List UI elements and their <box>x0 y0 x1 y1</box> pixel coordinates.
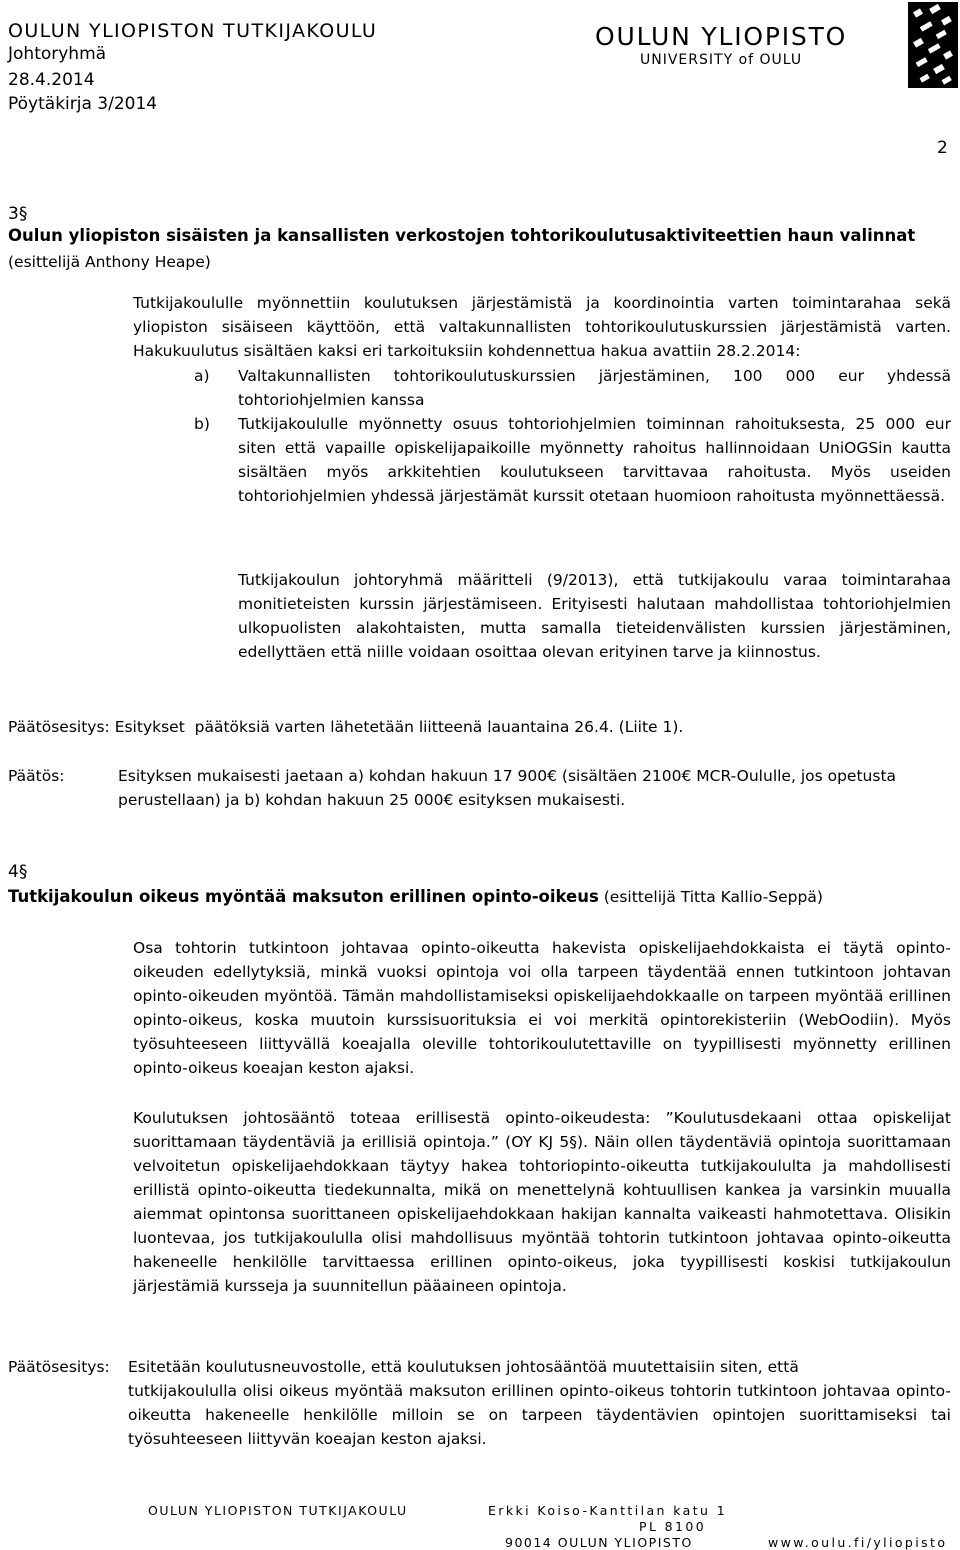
list-item-text: Valtakunnallisten tohtorikoulutuskurssien järjestäminen, 100 000 eur yhdessä tohtoriohjelmien kanssa <box>238 367 951 409</box>
list-item <box>194 364 951 412</box>
footer-web: www.oulu.fi/yliopisto <box>768 1535 948 1550</box>
section-4-proposal-text: tutkijakoululla olisi oikeus myöntää maksuton erillinen opinto-oikeus tohtorin tutkintoon johtavaa opinto-oikeutta hakeneelle henkilölle milloin se on tarpeen täydentävien opintojen suorittamiseksi tai työsuhteeseen liittyvän koeajan keston ajaksi. <box>128 1382 951 1448</box>
section-3-decision <box>118 764 908 812</box>
section-3-title: Oulun yliopiston sisäisten ja kansallisten verkostojen tohtorikoulutusaktiviteettien haun valinnat <box>8 226 916 245</box>
section-3-number: 3§ <box>8 204 28 224</box>
list-item-text: Tutkijakoululle myönnetty osuus tohtoriohjelmien toiminnan rahoituksesta, 25 000 eur siten että vapaille opiskelijapaikoille myönnetty rahoitus hallinnoidaan UniOGSin kautta sisältäen myös arkkitehtien koulutukseen tarvittavaa rahoitusta. Myös useiden tohtoriohjelmien yhdessä järjestämät kurssit otetaan huomioon rahoitusta myönnettäessä. <box>238 415 951 505</box>
footer-postal: 90014 OULUN YLIOPISTO <box>505 1535 693 1550</box>
meeting-date: 28.4.2014 <box>8 70 95 90</box>
section-3-intro-text: Tutkijakoululle myönnettiin koulutuksen järjestämistä ja koordinointia varten toimintarahaa sekä yliopiston sisäiseen käyttöön, että valtakunnallisten tohtorikoulutuskurssien järjestämistä varten. Hakukuulutus sisältäen kaksi eri tarkoituksiin kohdennettua hakua avattiin 28.2.2014: <box>133 294 951 360</box>
section-3-presenter: (esittelijä Anthony Heape) <box>8 253 211 271</box>
section-3-note-text: Tutkijakoulun johtoryhmä määritteli (9/2013), että tutkijakoulu varaa toimintarahaa monitieteisten kurssin järjestämiseen. Erityisesti halutaan mahdollistaa tohtoriohjelmien ulkopuolisten alakohtaisten, mutta samalla tieteidenvälisten kurssien järjestäminen, edellyttäen että niille voidaan osoittaa olevan erityinen tarve ja kiinnostus. <box>238 571 951 661</box>
group-name: Johtoryhmä <box>8 44 107 64</box>
section-4-heading <box>8 885 823 909</box>
section-3-proposal <box>8 715 683 739</box>
section-3-intro <box>133 291 951 363</box>
footer-street: Erkki Koiso-Kanttilan katu 1 <box>488 1503 728 1518</box>
page-number: 2 <box>937 138 948 158</box>
section-4-para-2-text: Koulutuksen johtosääntö toteaa erillisestä opinto-oikeudesta: ”Koulutusdekaani ottaa opiskelijat suorittamaan täydentäviä ja erillisiä opintoja.” (OY KJ 5§). Näin ollen täydentäviä opintoja suorittamaan velvoitetun opiskelijaehdokkaan täytyy hakea tohtoriopinto-oikeutta tutkijakoululta ja mahdollisesti erillistä opinto-oikeutta tiedekunnalta, mikä on menettelynä kohtuullisen kankea ja varsinkin muualla aiemmat opintonsa suorittaneen opiskelijaehdokkaan hakijan kannalta vaikeasti hahmotettava. Olisikin luontevaa, jos tutkijakoululla olisi mahdollisuus myöntää tohtorin tutkintoon johtavaa opinto-oikeutta hakeneelle henkilölle tarvittaessa erillinen opinto-oikeus, joka tyypillisesti koskisi tutkijakoulun järjestämiä kursseja ja suunnitellun pääaineen opintoja. <box>133 1109 951 1295</box>
section-4-para-2 <box>133 1106 951 1298</box>
proposal-text: Esitykset päätöksiä varten lähetetään liitteenä lauantaina 26.4. (Liite 1). <box>114 718 684 736</box>
section-4-proposal-label: Päätösesitys: <box>8 1358 110 1376</box>
section-4-para-1 <box>133 936 951 1080</box>
section-4-proposal-line-1: Esitetään koulutusneuvostolle, että koulutuksen johtosääntöä muutettaisiin siten, että <box>128 1358 799 1376</box>
university-name: OULUN YLIOPISTO <box>595 22 848 51</box>
section-3-list <box>194 364 951 508</box>
section-4-proposal <box>128 1379 951 1451</box>
decision-text: Esityksen mukaisesti jaetaan a) kohdan hakuun 17 900€ (sisältäen 2100€ MCR-Oululle, jos opetusta perustellaan) ja b) kohdan hakuun 25 000€ esityksen mukaisesti. <box>118 767 897 809</box>
university-name-en: UNIVERSITY of OULU <box>640 52 803 68</box>
footer-pobox: PL 8100 <box>639 1519 707 1534</box>
section-3-note <box>238 568 951 664</box>
university-logo-icon <box>908 2 958 88</box>
list-item-label: b) <box>194 415 210 433</box>
section-4-number: 4§ <box>8 862 28 882</box>
list-item <box>194 412 951 508</box>
section-4-para-1-text: Osa tohtorin tutkintoon johtavaa opinto-oikeutta hakevista opiskelijaehdokkaista ei täytä opinto-oikeuden edellytyksiä, minkä vuoksi opintoja voi olla tarpeen täydentää ennen tutkintoon johtavan opinto-oikeuden myöntöä. Tämän mahdollistamiseksi opiskelijaehdokkaalle on tarpeen myöntää erillinen opinto-oikeus, koska muutoin kurssisuorituksia ei voi merkitä opintorekisteriin (WebOodiin). Myös työsuhteeseen liittyvällä koeajalla oleville tohtorikoulutettaville on tyypillisesti myönnetty erillinen opinto-oikeus koeajan keston ajaksi. <box>133 939 951 1077</box>
section-4-title: Tutkijakoulun oikeus myöntää maksuton erillinen opinto-oikeus <box>8 887 599 906</box>
list-item-label: a) <box>194 367 210 385</box>
school-name-header: OULUN YLIOPISTON TUTKIJAKOULU <box>8 20 378 42</box>
proposal-label: Päätösesitys: <box>8 718 110 736</box>
decision-label: Päätös: <box>8 767 65 785</box>
footer-school: OULUN YLIOPISTON TUTKIJAKOULU <box>148 1503 408 1518</box>
section-4-presenter: (esittelijä Titta Kallio-Seppä) <box>598 888 823 906</box>
minutes-number: Pöytäkirja 3/2014 <box>8 94 158 114</box>
